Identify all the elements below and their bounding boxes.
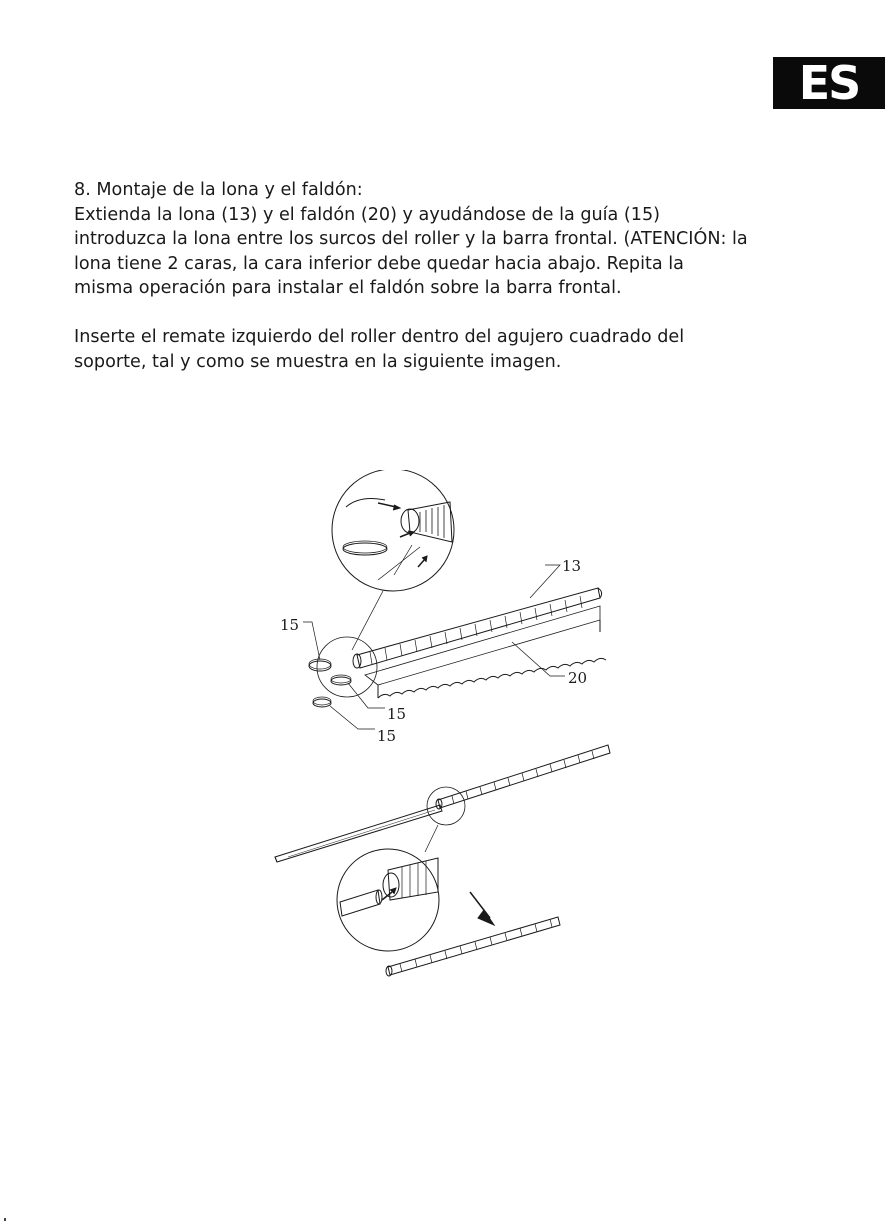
detail-circle-top bbox=[332, 470, 454, 591]
callout-15-top: 15 bbox=[280, 616, 300, 634]
section-heading: 8. Montaje de la lona y el faldón: bbox=[74, 180, 363, 200]
page-mark bbox=[4, 1218, 6, 1221]
callout-20: 20 bbox=[568, 669, 588, 687]
guide-ring-1 bbox=[309, 661, 331, 671]
paragraph1-line: Extienda la lona (13) y el faldón (20) y ayudándose de la guía (15) bbox=[74, 204, 661, 225]
paragraph1-line: misma operación para instalar el faldón sobre la barra frontal. bbox=[74, 278, 622, 299]
guide-ring-2 bbox=[331, 677, 351, 685]
detail-circle-bottom bbox=[337, 849, 439, 951]
language-badge: ES bbox=[773, 57, 885, 109]
paragraph2-line: soporte, tal y como se muestra en la siguiente imagen. bbox=[74, 351, 562, 372]
callout-13: 13 bbox=[562, 557, 582, 575]
paragraph1-line: introduzca la lona entre los surcos del roller y la barra frontal. (ATENCIÓN: la bbox=[74, 229, 748, 250]
insertion-roller bbox=[436, 745, 610, 809]
detail-bottom-rod bbox=[340, 890, 382, 916]
detail-circle-main bbox=[317, 637, 377, 697]
assembly-illustration bbox=[260, 470, 660, 990]
assembly-drawing bbox=[260, 470, 660, 990]
assembled-roller bbox=[386, 917, 560, 976]
detail-top-roller bbox=[401, 502, 452, 542]
end-cap-rod bbox=[275, 805, 442, 862]
instruction-section bbox=[74, 178, 834, 374]
guide-ring-3 bbox=[313, 699, 331, 707]
section-text bbox=[74, 178, 834, 301]
detail-bottom-roller bbox=[383, 858, 438, 900]
paragraph2-line: Inserte el remate izquierdo del roller dentro del agujero cuadrado del bbox=[74, 326, 685, 347]
callout-15-bottom: 15 bbox=[377, 727, 397, 745]
paragraph2 bbox=[74, 325, 834, 374]
paragraph1-line: lona tiene 2 caras, la cara inferior debe quedar hacia abajo. Repita la bbox=[74, 253, 684, 274]
callout-15-middle: 15 bbox=[387, 705, 407, 723]
